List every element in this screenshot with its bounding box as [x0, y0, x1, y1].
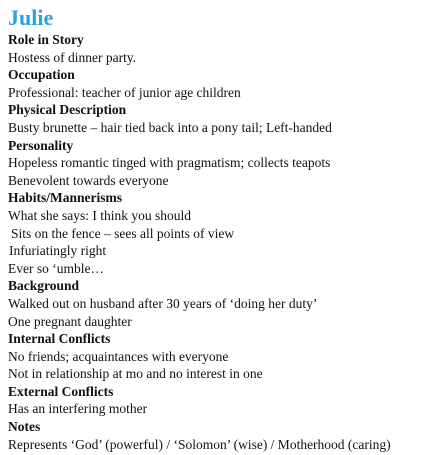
section-internal-conflicts [8, 330, 434, 383]
section-line: Professional: teacher of junior age children [8, 84, 241, 100]
section-line: Benevolent towards everyone [8, 172, 169, 188]
section-line: Represents ‘God’ (powerful) / ‘Solomon’ (wise) / Motherhood (caring) [8, 436, 391, 452]
section-line: Hostess of dinner party. [8, 49, 137, 65]
character-name-title: Julie [8, 5, 54, 30]
section-line: Walked out on husband after 30 years of ‘doing her duty’ [8, 295, 318, 311]
section-line: Sits on the fence – sees all points of view [11, 225, 235, 241]
section-line: One pregnant daughter [8, 313, 132, 329]
section-heading: Internal Conflicts [8, 331, 111, 347]
section-line: Hopeless romantic tinged with pragmatism; collects teapots [8, 155, 331, 171]
section-line: No friends; acquaintances with everyone [8, 348, 229, 364]
section-external-conflicts [8, 383, 434, 418]
section-habits-mannerisms [8, 189, 434, 277]
section-occupation [8, 66, 434, 101]
section-line: Infuriatingly right [9, 243, 107, 259]
section-personality [8, 137, 434, 190]
section-heading: Physical Description [8, 102, 127, 118]
section-notes [8, 418, 434, 453]
section-line: Busty brunette – hair tied back into a pony tail; Left-handed [8, 119, 332, 135]
section-background [8, 277, 434, 330]
section-heading: Personality [8, 137, 74, 153]
section-heading: External Conflicts [8, 383, 114, 399]
section-heading: Notes [8, 419, 41, 435]
section-heading: Occupation [8, 67, 75, 83]
section-heading: Role in Story [8, 32, 84, 47]
section-physical-description [8, 101, 434, 136]
character-profile-document [8, 6, 434, 453]
section-line: Not in relationship at mo and no interest in one [8, 366, 263, 382]
section-heading: Habits/Mannerisms [8, 190, 123, 206]
section-line: Ever so ‘umble… [8, 260, 104, 276]
section-line: What she says: I think you should [8, 207, 191, 223]
section-role-in-story [8, 31, 434, 66]
section-line: Has an interfering mother [8, 401, 148, 417]
section-heading: Background [8, 278, 80, 294]
